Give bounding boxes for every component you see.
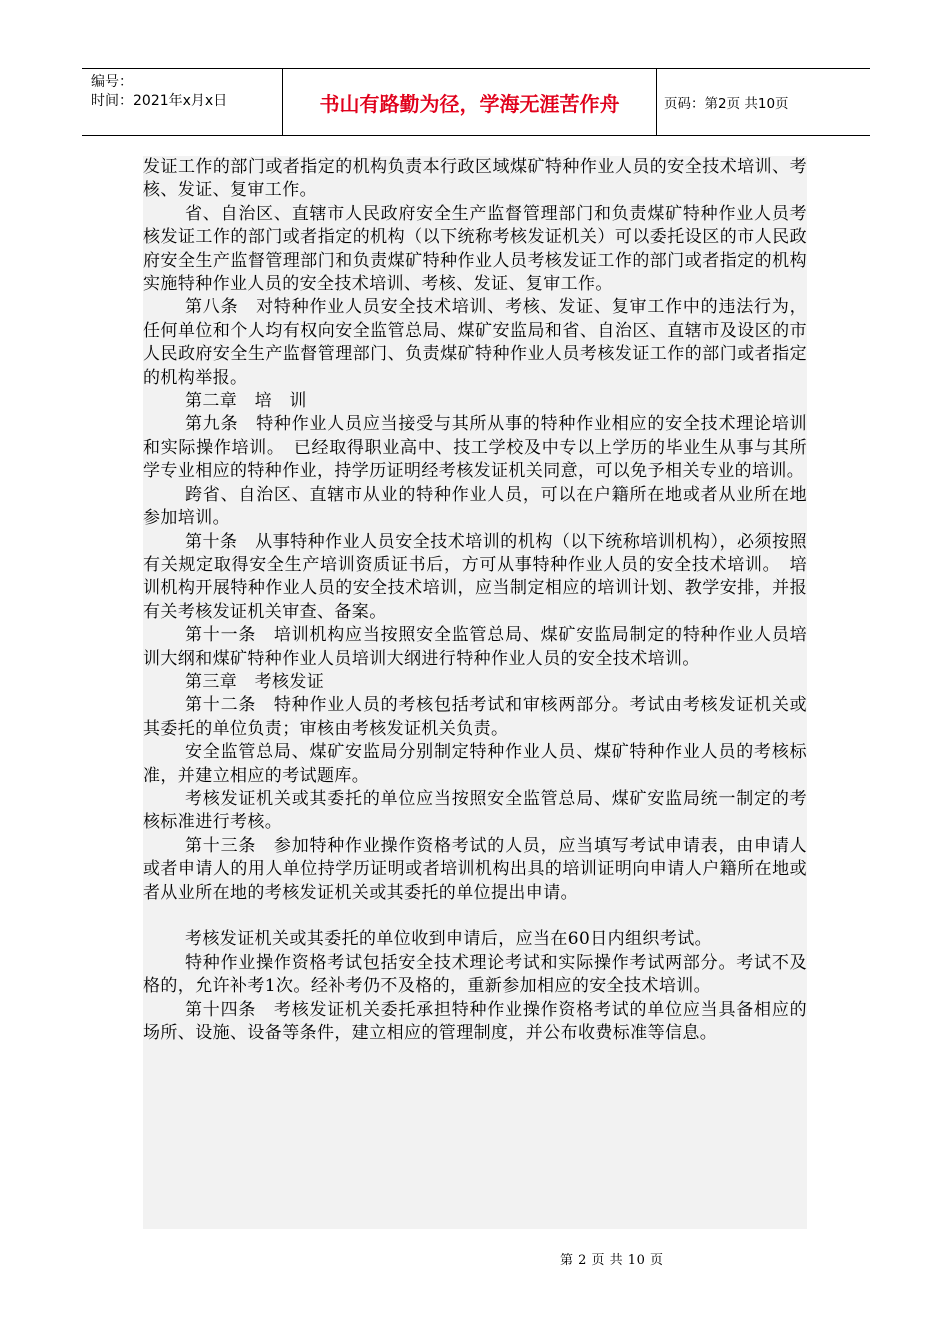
paragraph: 第十条 从事特种作业人员安全技术培训的机构（以下统称培训机构），必须按照有关规定取得安全生产培训资质证书后，方可从事特种作业人员的安全技术培训。 培训机构开展特种作业人员的安全技术培训，应当制定相应的培训计划、教学安排，并报有关考核发证机关审查、备案。 (143, 531, 807, 622)
paragraph: 第十三条 参加特种作业操作资格考试的人员，应当填写考试申请表，由申请人或者申请人的用人单位持学历证明或者培训机构出具的培训证明向申请人户籍所在地或者从业所在地的考核发证机关或其委托的单位提出申请。 (143, 835, 807, 903)
blank-line (143, 905, 807, 928)
paragraph: 考核发证机关或其委托的单位收到申请后，应当在60日内组织考试。 (185, 929, 713, 950)
header-slogan: 书山有路勤为径，学海无涯苦作舟 (283, 69, 657, 135)
paragraph: 安全监管总局、煤矿安监局分别制定特种作业人员、煤矿特种作业人员的考核标准，并建立相应的考试题库。 (143, 742, 807, 786)
paragraph: 第九条 特种作业人员应当接受与其所从事的特种作业相应的安全技术理论培训和实际操作培训。 已经取得职业高中、技工学校及中专以上学历的毕业生从事与其所学专业相应的特种作业，持学历证明经考核发证机关同意，可以免予相关专业的培训。 (143, 414, 807, 482)
document-number-label: 编号： (91, 74, 133, 90)
paragraph: 考核发证机关或其委托的单位应当按照安全监管总局、煤矿安监局统一制定的考核标准进行考核。 (143, 788, 807, 833)
paragraph: 第十四条 考核发证机关委托承担特种作业操作资格考试的单位应当具备相应的场所、设施、设备等条件，建立相应的管理制度，并公布收费标准等信息。 (143, 999, 807, 1044)
paragraph: 第十一条 培训机构应当按照安全监管总局、煤矿安监局制定的特种作业人员培训大纲和煤矿特种作业人员培训大纲进行特种作业人员的安全技术培训。 (143, 625, 807, 669)
document-body (143, 156, 807, 1229)
paragraph: 第十二条 特种作业人员的考核包括考试和审核两部分。考试由考核发证机关或其委托的单位负责；审核由考核发证机关负责。 (143, 695, 807, 739)
paragraph: 特种作业操作资格考试包括安全技术理论考试和实际操作考试两部分。考试不及格的，允许补考1次。经补考仍不及格的，重新参加相应的安全技术培训。 (143, 952, 807, 997)
paragraph: 发证工作的部门或者指定的机构负责本行政区域煤矿特种作业人员的安全技术培训、考核、发证、复审工作。 (143, 157, 807, 201)
document-header (82, 68, 870, 136)
paragraph: 第八条 对特种作业人员安全技术培训、考核、发证、复审工作中的违法行为，任何单位和个人均有权向安全监管总局、煤矿安监局和省、自治区、直辖市及设区的市人民政府安全生产监督管理部门、负责煤矿特种作业人员考核发证工作的部门或者指定的机构举报。 (143, 297, 807, 388)
document-date-label: 时间：2021年x月x日 (91, 93, 228, 109)
paragraph: 跨省、自治区、直辖市从业的特种作业人员，可以在户籍所在地或者从业所在地参加培训。 (143, 484, 807, 529)
chapter-heading: 第三章 考核发证 (185, 671, 325, 692)
paragraph: 省、自治区、直辖市人民政府安全生产监督管理部门和负责煤矿特种作业人员考核发证工作的部门或者指定的机构（以下统称考核发证机关）可以委托设区的市人民政府安全生产监督管理部门和负责煤矿特种作业人员考核发证工作的部门或者指定的机构实施特种作业人员的安全技术培训、考核、发证、复审工作。 (143, 203, 807, 295)
chapter-heading: 第二章 培 训 (185, 391, 307, 412)
header-meta-cell (82, 69, 283, 135)
page-footer: 第 2 页 共 10 页 (560, 1253, 664, 1268)
header-page-label: 页码：第2页 共10页 (664, 96, 789, 112)
